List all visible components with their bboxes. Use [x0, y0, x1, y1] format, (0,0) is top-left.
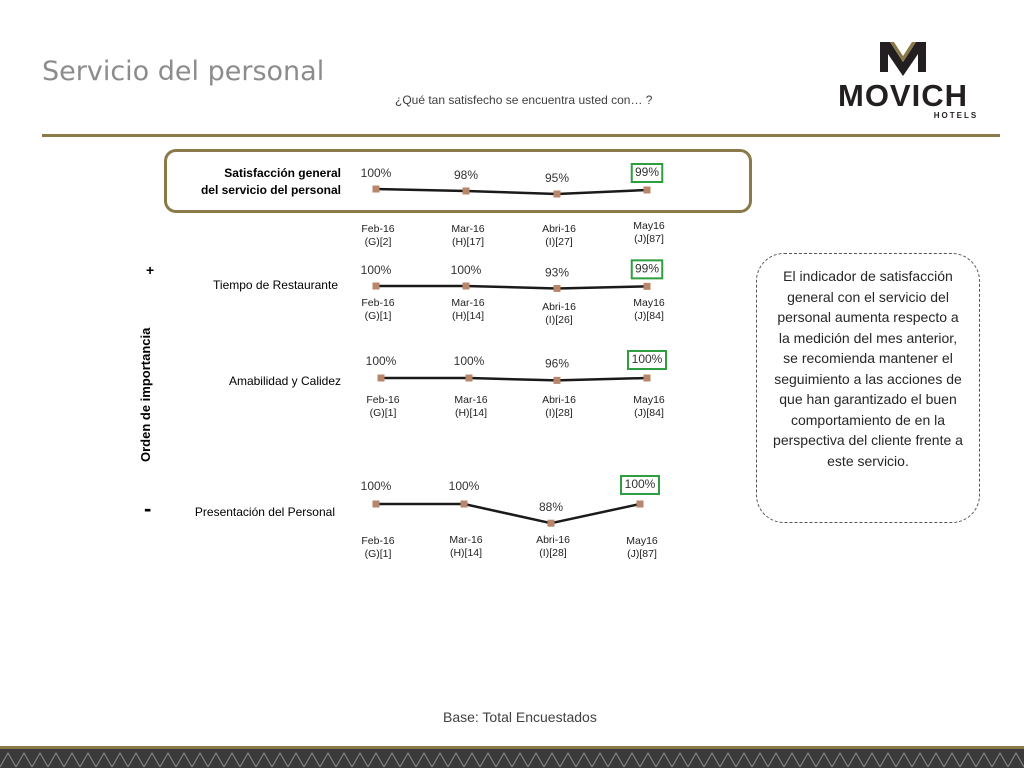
value-label-presentacion-personal-3: 88% [538, 500, 564, 515]
data-point-amabilidad-calidez-4 [644, 375, 651, 382]
base-footnote: Base: Total Encuestados [443, 709, 597, 725]
period-code-general-1: (G)[2] [364, 236, 392, 248]
period-code-presentacion-personal-2: (H)[14] [449, 547, 483, 559]
category-label-tiempo-restaurante-4: May16 [633, 297, 665, 309]
series-line-tiempo-restaurante [376, 286, 647, 288]
value-label-amabilidad-calidez-4: 100% [631, 352, 663, 366]
period-code-tiempo-restaurante-1: (G)[1] [364, 310, 392, 322]
category-label-presentacion-personal-4: May16 [626, 535, 658, 547]
value-label-amabilidad-calidez-1: 100% [365, 354, 397, 368]
category-label-presentacion-personal-2: Mar-16 [449, 534, 483, 546]
value-label-tiempo-restaurante-2: 100% [450, 263, 482, 277]
period-code-presentacion-personal-3: (I)[28] [539, 547, 567, 559]
category-label-tiempo-restaurante-3: Abri-16 [542, 301, 576, 313]
period-code-amabilidad-calidez-2: (H)[14] [454, 407, 488, 419]
period-code-general-4: (J)[87] [634, 233, 664, 245]
data-point-presentacion-personal-3 [548, 520, 555, 527]
category-label-general-2: Mar-16 [451, 223, 485, 235]
period-code-presentacion-personal-1: (G)[1] [364, 548, 392, 560]
data-point-general-2 [463, 188, 470, 195]
value-label-tiempo-restaurante-4: 99% [634, 261, 660, 276]
period-code-presentacion-personal-4: (J)[87] [627, 548, 657, 560]
survey-question: ¿Qué tan satisfecho se encuentra usted con… ? [395, 93, 653, 107]
data-point-presentacion-personal-4 [637, 501, 644, 508]
data-point-presentacion-personal-1 [373, 501, 380, 508]
footer-pattern-band [0, 746, 1024, 768]
importance-minus-sign: - [144, 496, 152, 521]
row-label-general-line2: del servicio del personal [200, 183, 341, 197]
category-label-amabilidad-calidez-2: Mar-16 [454, 394, 488, 406]
category-label-general-4: May16 [633, 220, 665, 232]
row-label-presentacion-personal: Presentación del Personal [194, 505, 335, 519]
period-code-tiempo-restaurante-2: (H)[14] [451, 310, 485, 322]
data-point-general-4 [644, 187, 651, 194]
period-code-amabilidad-calidez-3: (I)[28] [545, 407, 573, 419]
logo-wordmark: MOVICH [838, 78, 968, 113]
value-label-general-3: 95% [544, 171, 570, 185]
row-label-general-line1: Satisfacción general [224, 166, 341, 180]
value-label-presentacion-personal-4: 100% [624, 477, 656, 491]
category-label-general-3: Abri-16 [542, 223, 576, 235]
logo-subtitle: HOTELS [933, 111, 979, 120]
data-point-general-3 [554, 191, 561, 198]
data-point-amabilidad-calidez-1 [378, 375, 385, 382]
row-label-amabilidad-calidez: Amabilidad y Calidez [228, 374, 341, 388]
importance-axis-label: Orden de importancia [138, 327, 153, 462]
value-label-general-1: 100% [360, 166, 392, 180]
category-label-tiempo-restaurante-1: Feb-16 [361, 297, 395, 309]
period-code-tiempo-restaurante-3: (I)[26] [545, 314, 573, 326]
category-label-presentacion-personal-3: Abri-16 [536, 534, 570, 546]
page-title: Servicio del personal [42, 56, 325, 87]
importance-plus-sign: + [146, 262, 155, 278]
value-label-amabilidad-calidez-3: 96% [544, 356, 570, 371]
row-label-tiempo-restaurante: Tiempo de Restaurante [213, 278, 338, 292]
series-line-general [376, 189, 647, 194]
period-code-general-3: (I)[27] [545, 236, 573, 248]
value-label-general-4: 99% [634, 165, 660, 179]
data-point-amabilidad-calidez-3 [554, 377, 561, 384]
category-label-amabilidad-calidez-3: Abri-16 [542, 394, 576, 406]
data-point-presentacion-personal-2 [461, 501, 468, 508]
period-code-amabilidad-calidez-4: (J)[84] [634, 407, 664, 419]
period-code-amabilidad-calidez-1: (G)[1] [369, 407, 397, 419]
category-label-tiempo-restaurante-2: Mar-16 [451, 297, 485, 309]
series-line-presentacion-personal [376, 504, 640, 523]
series-line-amabilidad-calidez [381, 378, 647, 380]
category-label-general-1: Feb-16 [361, 223, 395, 235]
period-code-tiempo-restaurante-4: (J)[84] [634, 310, 664, 322]
category-label-presentacion-personal-1: Feb-16 [361, 535, 395, 547]
value-label-tiempo-restaurante-1: 100% [360, 263, 392, 277]
data-point-tiempo-restaurante-4 [644, 283, 651, 290]
category-label-amabilidad-calidez-1: Feb-16 [366, 394, 400, 406]
value-label-tiempo-restaurante-3: 93% [544, 265, 570, 280]
period-code-general-2: (H)[17] [451, 236, 485, 248]
value-label-amabilidad-calidez-2: 100% [453, 354, 485, 368]
category-label-amabilidad-calidez-4: May16 [633, 394, 665, 406]
data-point-tiempo-restaurante-2 [463, 283, 470, 290]
insight-note: El indicador de satisfacción general con el servicio del personal aumenta respecto a la medición del mes anterior, se recomienda mantener el seguimiento a las acciones de que han garantizado el buen comportamiento de en la perspectiva del cliente frente a este servicio. [756, 253, 980, 523]
value-label-presentacion-personal-1: 100% [360, 479, 392, 493]
data-point-general-1 [373, 186, 380, 193]
data-point-tiempo-restaurante-3 [554, 285, 561, 292]
data-point-tiempo-restaurante-1 [373, 283, 380, 290]
value-label-presentacion-personal-2: 100% [448, 479, 480, 493]
data-point-amabilidad-calidez-2 [466, 375, 473, 382]
value-label-general-2: 98% [453, 168, 479, 182]
